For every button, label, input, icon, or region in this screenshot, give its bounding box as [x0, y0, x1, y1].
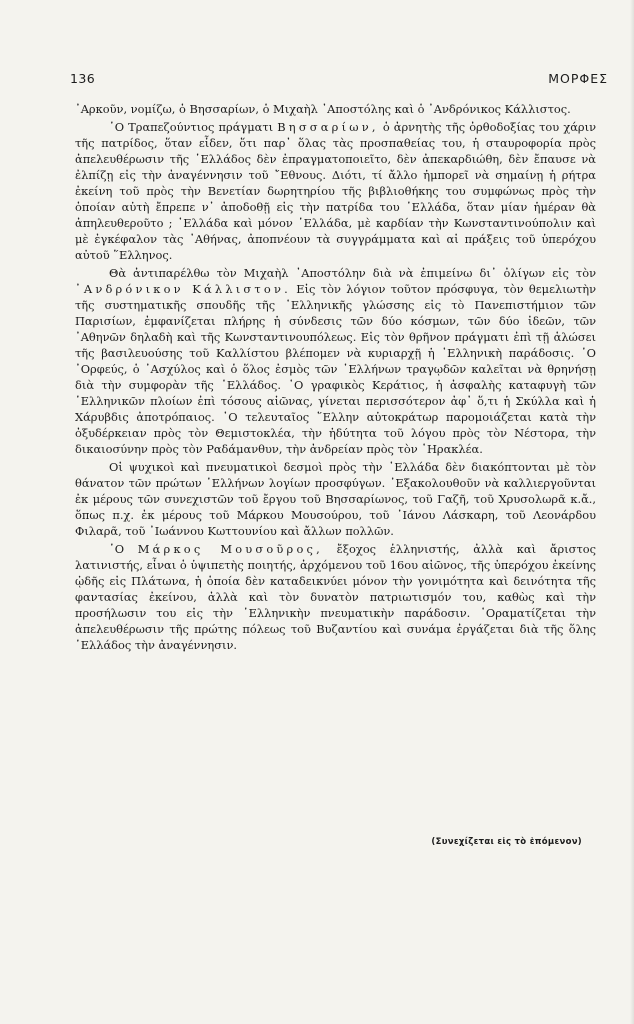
- emphasized-name-kallistos: ᾿Ανδρόνικον Κάλλιστον.: [75, 282, 291, 296]
- paragraph-5-start: ῾Ο: [109, 542, 125, 556]
- paragraph-2-start: ῾Ο Τραπεζούντιος πράγματι: [109, 120, 274, 134]
- continued-note: (Συνεχίζεται εἰς τὸ ἑπόμενον): [431, 837, 582, 847]
- running-title: ΜΟΡΦΕΣ: [548, 71, 608, 86]
- page-header: [70, 71, 608, 91]
- emphasized-name-bessarion: Βησσαρίων,: [277, 120, 379, 134]
- paragraph-4: Οἱ ψυχικοὶ καὶ πνευματικοὶ δεσμοὶ πρὸς τὴν ῾Ελλάδα δὲν διακόπτονται μὲ τὸν θάνατον τῶν πρώτων ῾Ελλήνων λογίων προσφύγων. ᾿Εξακολουθοῦν νὰ καλλιεργοῦνται ἐκ μέρους τῶν συνεχιστῶν τοῦ ἔργου τοῦ Βησσαρίωνος, τοῦ Γαζῆ, τοῦ Χρυσολωρᾶ κ.ἄ., ὅπως π.χ. ἐκ μέρους τοῦ Μάρκου Μουσούρου, τοῦ ᾿Ιάνου Λάσκαρη, τοῦ Λεονάρδου Φιλαρᾶ, τοῦ ᾿Ιωάννου Κωττουνίου καὶ ἄλλων πολλῶν.: [75, 460, 596, 538]
- paragraph-5-rest: ἔξοχος ἑλληνιστής, ἀλλὰ καὶ ἄριστος λατινιστής, εἶναι ὁ ὑψιπετὴς ποιητής, ἀρχόμενου τοῦ 16ου αἰῶνος, τῆς ὑπερόχου ἐκείνης ᾠδῆς εἰς Πλάτωνα, ἡ ὁποία δὲν καταδεικνύει μόνον τὴν γονιμότητα καὶ δεινότητα τῆς φαντασίας ἐκείνου, ἀλλὰ καὶ τὸν δυνατὸν πατριωτισμόν του, καθὼς καὶ τὴν προσήλωσιν του εἰς τὴν ῾Ελληνικὴν πνευματικὴν παράδοσιν. ῾Οραματίζεται τὴν ἀπελευθέρωσιν τῆς πρώτης πόλεως τοῦ Βυζαντίου καὶ συνάμα ἐργάζεται διὰ τῆς ὅλης ῾Ελλάδος τὴν ἀναγέννησιν.: [75, 542, 596, 652]
- paragraph-2: [75, 119, 596, 263]
- page-edge-shadow: [630, 0, 634, 1024]
- page-number: 136: [70, 71, 96, 86]
- paragraph-3-rest: Εἰς τὸν λόγιον τοῦτον πρόσφυγα, τὸν θεμελιωτὴν τῆς συστηματικῆς σπουδῆς τῆς ῾Ελληνικῆς γλώσσης εἰς τὸ Πανεπιστήμιον τῶν Παρισίων, ἐμφανίζεται πλήρης ἡ σύνδεσις τῶν δύο κόσμων, τῶν δύο ἰδεῶν, τῶν ᾿Αθηνῶν δηλαδὴ καὶ τῆς Κωνσταντινουπόλεως. Εἰς τὸν θρῆνον πράγματι ἐπὶ τῇ ἁλώσει τῆς βασιλευούσης τοῦ Καλλίστου βλέπομεν νὰ κυριαρχῇ ἡ ῾Ελληνικὴ παράδοσις. ῾Ο ᾿Ορφεύς, ὁ ᾿Ασχύλος καὶ ὁ ὅλος ἐσμὸς τῶν ῾Ελλήνων τραγῳδῶν καλεῖται νὰ θρηνήσῃ διὰ τὴν συμφορὰν τῆς ῾Ελλάδος. ῾Ο γραφικὸς Κεράτιος, ἡ ἀσφαλὴς καταφυγὴ τῶν ῾Ελληνικῶν πλοίων ἐπὶ τόσους αἰῶνας, γίνεται περισσότερον ἀφ᾿ ὅ,τι ἡ Σκύλλα καὶ ἡ Χάρυβδις ἀποτρόπαιος. ῾Ο τελευταῖος ῞Ελλην αὐτοκράτωρ παρομοιάζεται κατὰ τὴν ὀξυδέρκειαν πρὸς τὸν Θεμιστοκλέα, τὴν ἡδύτητα τοῦ λόγου πρὸς τὸν Νέστορα, τὴν δικαιοσύνην πρὸς τὸν Ραδάμανθυν, τὴν ἀνδρείαν πρὸς τὸν ῾Ηρακλέα.: [75, 282, 596, 456]
- emphasized-name-mousouros: Μάρκος Μουσοῦρος,: [137, 542, 323, 556]
- paragraph-2-rest: ὁ ἀρνητὴς τῆς ὀρθοδοξίας του χάριν τῆς πατρίδος, ὅταν εἶδεν, ὅτι παρ᾿ ὅλας τὰς προσπαθείας του, ἡ σταυροφορία πρὸς ἀπελευθέρωσιν τῆς ῾Ελλάδος δὲν ἐπραγματοποιεῖτο, δὲν ἀπεκαρδιώθη, δὲν ἔπαυσε νὰ ἐλπίζῃ εἰς τὴν ἀναγέννησιν τοῦ ῎Εθνους. Διότι, τί ἄλλο ἠμπορεῖ νὰ σημαίνῃ ἡ ρήτρα ἐκείνη τοῦ πρὸς τὴν Βενετίαν δωρητηρίου τῆς βιβλιοθήκης του συμφώνως πρὸς τὴν ὁποίαν αὐτὴ ἔπρεπε ν᾿ ἀποδοθῇ εἰς τὴν πατρίδα του ῾Ελλάδα, ὅταν μίαν ἡμέραν θὰ ἀπηλευθεροῦτο ; ῾Ελλάδα καὶ μόνον ῾Ελλάδα, μὲ καρδίαν τὴν Κωνσταντινούπολιν καὶ μὲ ἐγκέφαλον τὰς ᾿Αθήνας, ἀποπνέουν τὰ συγγράμματα καὶ αἱ πράξεις τοῦ ὑπερόχου αὐτοῦ ῞Ελληνος.: [75, 120, 597, 262]
- article-body: [75, 101, 596, 653]
- paragraph-5: [75, 541, 596, 653]
- paragraph-1: ᾿Αρκοῦν, νομίζω, ὁ Βησσαρίων, ὁ Μιχαὴλ ᾿Αποστόλης καὶ ὁ ᾿Ανδρόνικος Κάλλιστος.: [75, 102, 571, 116]
- paragraph-3-start: Θὰ ἀντιπαρέλθω τὸν Μιχαὴλ ᾿Αποστόλην διὰ νὰ ἐπιμείνω δι᾿ ὀλίγων εἰς τὸν: [109, 266, 596, 280]
- paragraph-3: [75, 265, 596, 457]
